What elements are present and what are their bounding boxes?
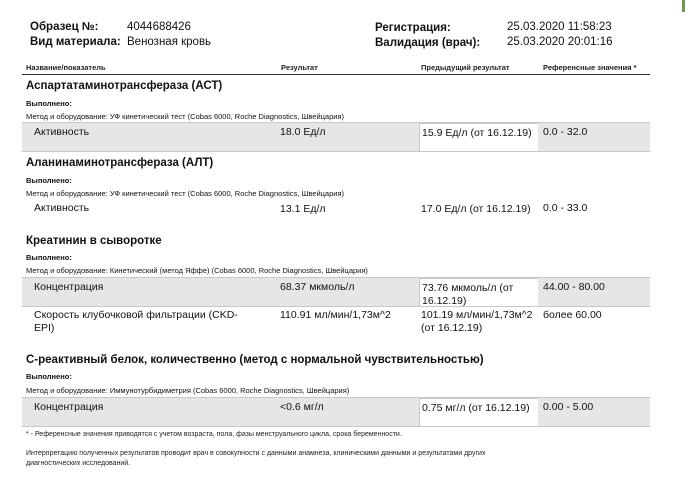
col-previous-header: Предыдущий результат (421, 63, 510, 72)
table-row (22, 397, 650, 427)
section-method: Метод и оборудование: Иммунотурбидиметрия (Cobas 6000, Roche Diagnostics, Швейцария) (26, 386, 350, 395)
section-title: С-реактивный белок, количественно (метод с нормальной чувствительностью) (26, 354, 484, 366)
row-name: Скорость клубочковой фильтрации (CKD-EPI) (34, 309, 238, 334)
row-name: Активность (34, 202, 90, 214)
interpretation-note: Интерпретацию полученных результатов проводит врач в совокупности с данными анамнеза, клиническими данными и результатами других диагностических исследований. (26, 450, 486, 467)
section-method: Метод и оборудование: УФ кинетический тест (Cobas 6000, Roche Diagnostics, Швейцария) (26, 112, 345, 121)
row-previous: 101.19 мл/мин/1,73м^2 (от 16.12.19) (421, 309, 533, 334)
row-previous: 0.75 мг/л (от 16.12.19) (419, 398, 538, 427)
row-reference: 44.00 - 80.00 (543, 281, 605, 293)
row-result: 68.37 мкмоль/л (280, 281, 355, 293)
col-result-header: Результат (281, 63, 318, 72)
row-result: <0.6 мг/л (280, 401, 324, 413)
table-row (22, 122, 650, 152)
sample-label: Образец №: (30, 21, 99, 33)
header-divider (22, 74, 650, 75)
row-reference: 0.00 - 5.00 (543, 401, 594, 413)
row-reference: 0.0 - 33.0 (543, 202, 588, 214)
validation-value: 25.03.2020 20:01:16 (507, 36, 613, 48)
material-label: Вид материала: (30, 36, 121, 48)
row-reference: 0.0 - 32.0 (543, 126, 588, 138)
table-row (22, 199, 650, 231)
col-reference-header: Референсные значения * (543, 63, 637, 72)
row-result: 18.0 Ед/л (280, 126, 326, 138)
material-value: Венозная кровь (127, 36, 212, 48)
registration-value: 25.03.2020 11:58:23 (507, 21, 612, 33)
section-title: Аланинаминотрансфераза (АЛТ) (26, 157, 214, 169)
row-result: 13.1 Ед/л (280, 203, 326, 215)
section-method: Метод и оборудование: Кинетический (метод Яффе) (Cobas 6000, Roche Diagnostics, Швейцария) (26, 266, 368, 275)
row-name: Концентрация (34, 281, 104, 293)
page-edge-marker (682, 0, 685, 12)
section-title: Креатинин в сыворотке (26, 235, 162, 247)
section-method: Метод и оборудование: УФ кинетический тест (Cobas 6000, Roche Diagnostics, Швейцария) (26, 189, 345, 198)
section-status: Выполнено: (26, 372, 72, 381)
table-row (22, 307, 650, 351)
row-reference: более 60.00 (543, 309, 602, 321)
row-previous: 73.76 мкмоль/л (от 16.12.19) (419, 278, 538, 307)
table-row (22, 277, 650, 307)
validation-label: Валидация (врач): (375, 37, 481, 49)
reference-footnote: * - Референсные значения приводятся с учетом возраста, пола, фазы менструального цикла, срока беременности. (26, 431, 402, 438)
section-status: Выполнено: (26, 253, 72, 262)
section-status: Выполнено: (26, 176, 72, 185)
row-previous: 17.0 Ед/л (от 16.12.19) (421, 203, 531, 215)
row-previous: 15.9 Ед/л (от 16.12.19) (419, 123, 538, 152)
sample-value: 4044688426 (127, 21, 191, 33)
row-name: Активность (34, 126, 90, 138)
section-title: Аспартатаминотрансфераза (АСТ) (26, 80, 223, 92)
col-name-header: Название/показатель (26, 63, 106, 72)
row-name: Концентрация (34, 401, 104, 413)
section-status: Выполнено: (26, 99, 72, 108)
row-result: 110.91 мл/мин/1,73м^2 (280, 309, 391, 321)
registration-label: Регистрация: (375, 22, 451, 34)
